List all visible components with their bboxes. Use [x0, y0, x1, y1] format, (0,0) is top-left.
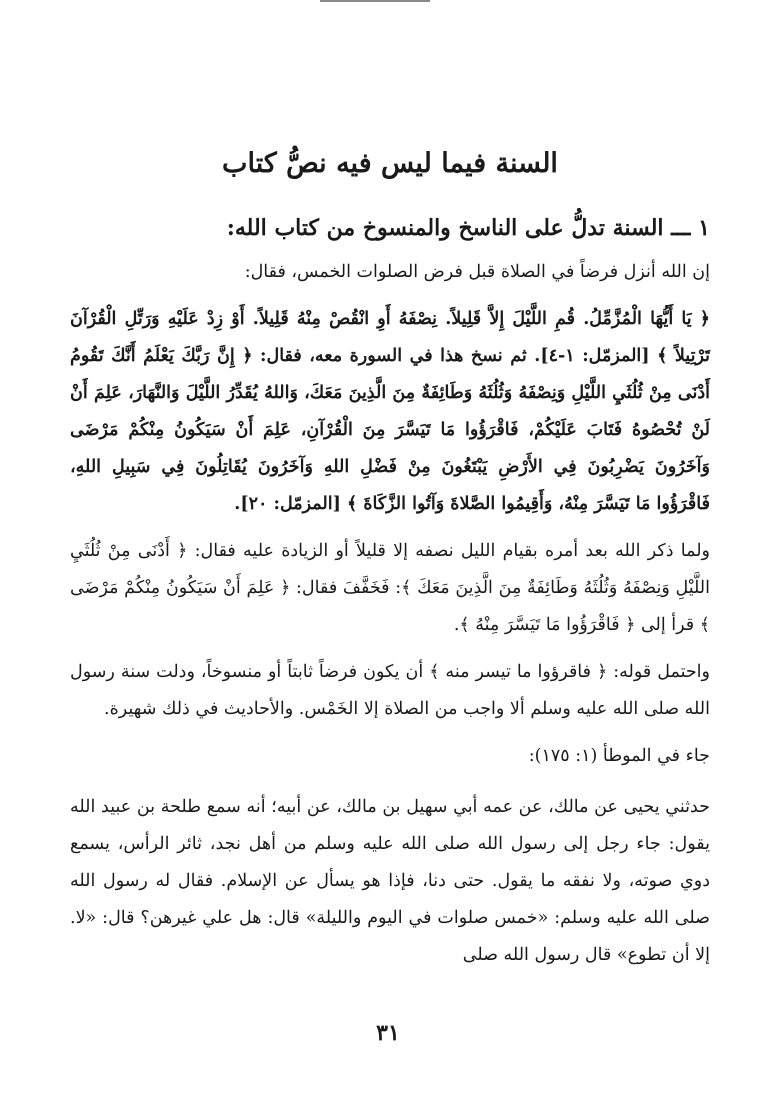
paragraph-quran-verses: ﴿ يَا أَيُّهَا الْمُزَّمِّلُ. قُمِ اللَّيْلَ إِلاَّ قَلِيلاً. نِصْفَهُ أَوِ انْقُصْ مِنْهُ قَلِيلاً. أَوْ زِدْ عَلَيْهِ وَرَتِّلِ الْقُرْآنَ تَرْتِيلاً ﴾ [المزمّل: ١-٤]. ثم نسخ هذا في السورة معه، فقال: ﴿ إِنَّ رَبَّكَ يَعْلَمُ أَنَّكَ تَقُومُ أَدْنَى مِنْ ثُلُثَيِ اللَّيْلِ وَنِصْفَهُ وَثُلُثَهُ وَطَائِفَةٌ مِنَ الَّذِينَ مَعَكَ، وَاللهُ يُقَدِّرُ اللَّيْلَ وَالنَّهَارَ، عَلِمَ أَنْ لَنْ تُحْصُوهُ فَتَابَ عَلَيْكُمْ، فَاقْرَؤُوا مَا تَيَسَّرَ مِنَ الْقُرْآنِ، عَلِمَ أَنْ سَيَكُونُ مِنْكُمْ مَرْضَى وَآخَرُونَ يَضْرِبُونَ فِي الأَرْضِ يَبْتَغُونَ مِنْ فَضْلِ اللهِ وَآخَرُونَ يُقَاتِلُونَ فِي سَبِيلِ اللهِ، فَاقْرَؤُوا مَا تَيَسَّرَ مِنْهُ، وَأَقِيمُوا الصَّلاةَ وَآتُوا الزَّكَاةَ ﴾ [المزمّل: ٢٠]. [70, 309, 710, 514]
page-body [70, 140, 710, 984]
paragraph-hadith: حدثني يحيى عن مالك، عن عمه أبي سهيل بن مالك، عن أبيه؛ أنه سمع طلحة بن عبيد الله يقول: جاء رجل إلى رسول الله صلى الله عليه وسلم من أهل نجد، ثائر الرأس، يسمع دوي صوته، ولا نفقه ما يقول. حتى دنا، فإذا هو يسأل عن الإسلام. فقال له رسول الله صلى الله عليه وسلم: «خمس صلوات في اليوم والليلة» قال: هل علي غيرهن؟ قال: «لا. إلا أن تطوع» قال رسول الله صلى [70, 797, 710, 965]
page-number: ٣١ [376, 1020, 400, 1046]
paragraph-intro: إن الله أنزل فرضاً في الصلاة قبل فرض الصلوات الخمس، فقال: [244, 262, 710, 282]
paragraph-interpretation: واحتمل قوله: ﴿ فاقرؤوا ما تيسر منه ﴾ أن يكون فرضاً ثابتاً أو منسوخاً، ودلت سنة رسول الله صلى الله عليه وسلم ألا واجب من الصلاة إلا الخَمْس. والأحاديث في ذلك شهيرة. [70, 662, 710, 719]
top-rule [320, 0, 430, 2]
paragraph-muwatta-ref: جاء في الموطأ (١: ١٧٥): [528, 746, 710, 766]
page-title: السنة فيما ليس فيه نصُّ كتاب [222, 148, 558, 179]
paragraph-commentary: ولما ذكر الله بعد أمره بقيام الليل نصفه إلا قليلاً أو الزيادة عليه فقال: ﴿ أَدْنَى مِنْ ثُلُثَيِ اللَّيْلِ وَنِصْفَهُ وَثُلُثَهُ وَطَائِفَةٌ مِنَ الَّذِينَ مَعَكَ ﴾: فَخَفَّفَ فقال: ﴿ عَلِمَ أَنْ سَيَكُونُ مِنْكُمْ مَرْضَى ﴾ قرأ إلى ﴿ فَاقْرَؤُوا مَا تَيَسَّرَ مِنْهُ ﴾. [70, 541, 710, 635]
section-heading: ١ ـــ السنة تدلُّ على الناسخ والمنسوخ من كتاب الله: [226, 215, 710, 241]
